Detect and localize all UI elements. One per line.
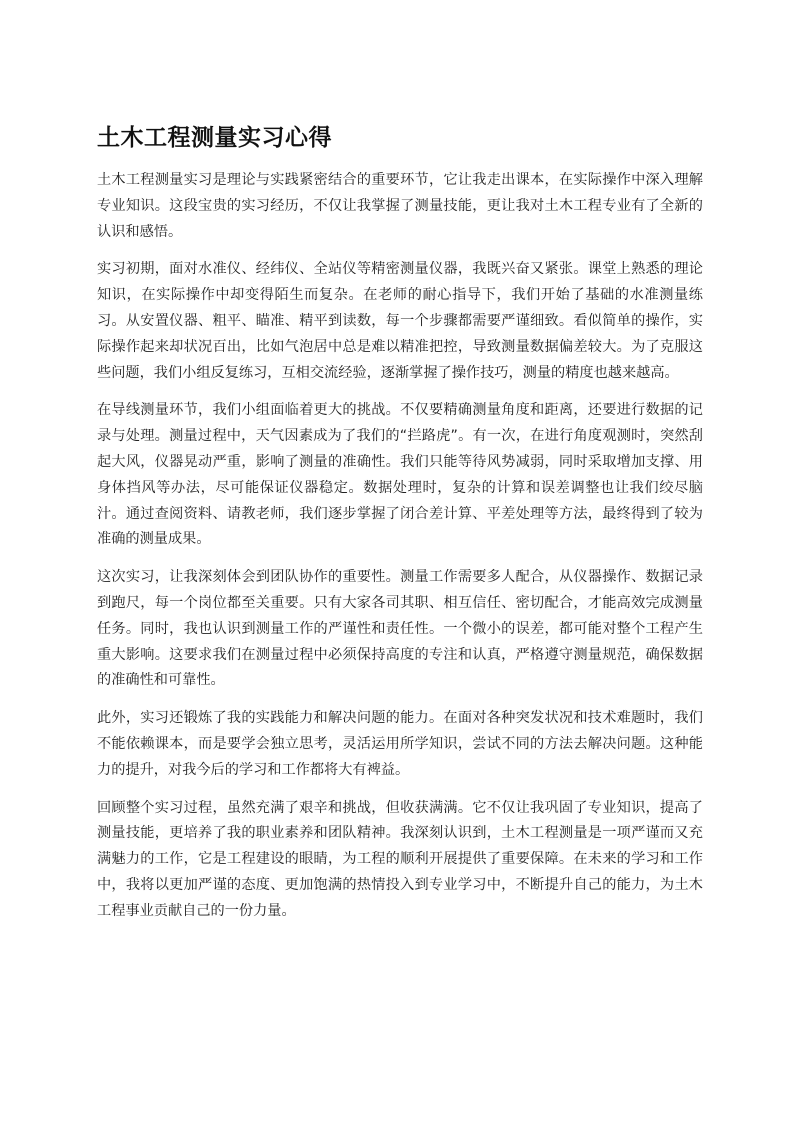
paragraph-1: 土木工程测量实习是理论与实践紧密结合的重要环节，它让我走出课本，在实际操作中深入理解专业知识。这段宝贵的实习经历，不仅让我掌握了测量技能，更让我对土木工程专业有了全新的认识和感悟。 (97, 172, 703, 240)
paragraph-2: 实习初期，面对水准仪、经纬仪、全站仪等精密测量仪器，我既兴奋又紧张。课堂上熟悉的理论知识，在实际操作中却变得陌生而复杂。在老师的耐心指导下，我们开始了基础的水准测量练习。从安置仪器、粗平、瞄准、精平到读数，每一个步骤都需要严谨细致。看似简单的操作，实际操作起来却状况百出，比如气泡居中总是难以精准把控，导致测量数据偏差较大。为了克服这些问题，我们小组反复练习，互相交流经验，逐渐掌握了操作技巧，测量的精度也越来越高。 (97, 261, 703, 381)
paragraph-3: 在导线测量环节，我们小组面临着更大的挑战。不仅要精确测量角度和距离，还要进行数据的记录与处理。测量过程中，天气因素成为了我们的“拦路虎”。有一次，在进行角度观测时，突然刮起大风，仪器晃动严重，影响了测量的准确性。我们只能等待风势减弱，同时采取增加支撑、用身体挡风等办法，尽可能保证仪器稳定。数据处理时，复杂的计算和误差调整也让我们绞尽脑汁。通过查阅资料、请教老师，我们逐步掌握了闭合差计算、平差处理等方法，最终得到了较为准确的测量成果。 (97, 402, 703, 548)
paragraph-5: 此外，实习还锻炼了我的实践能力和解决问题的能力。在面对各种突发状况和技术难题时，我们不能依赖课本，而是要学会独立思考，灵活运用所学知识，尝试不同的方法去解决问题。这种能力的提升，对我今后的学习和工作都将大有裨益。 (97, 710, 703, 778)
document-title: 土木工程测量实习心得 (97, 125, 332, 151)
paragraph-4: 这次实习，让我深刻体会到团队协作的重要性。测量工作需要多人配合，从仪器操作、数据记录到跑尺，每一个岗位都至关重要。只有大家各司其职、相互信任、密切配合，才能高效完成测量任务。同时，我也认识到测量工作的严谨性和责任性。一个微小的误差，都可能对整个工程产生重大影响。这要求我们在测量过程中必须保持高度的专注和认真，严格遵守测量规范，确保数据的准确性和可靠性。 (97, 569, 703, 689)
document-page (97, 122, 703, 937)
paragraph-6: 回顾整个实习过程，虽然充满了艰辛和挑战，但收获满满。它不仅让我巩固了专业知识，提高了测量技能，更培养了我的职业素养和团队精神。我深刻认识到，土木工程测量是一项严谨而又充满魅力的工作，它是工程建设的眼睛，为工程的顺利开展提供了重要保障。在未来的学习和工作中，我将以更加严谨的态度、更加饱满的热情投入到专业学习中，不断提升自己的能力，为土木工程事业贡献自己的一份力量。 (97, 799, 703, 919)
